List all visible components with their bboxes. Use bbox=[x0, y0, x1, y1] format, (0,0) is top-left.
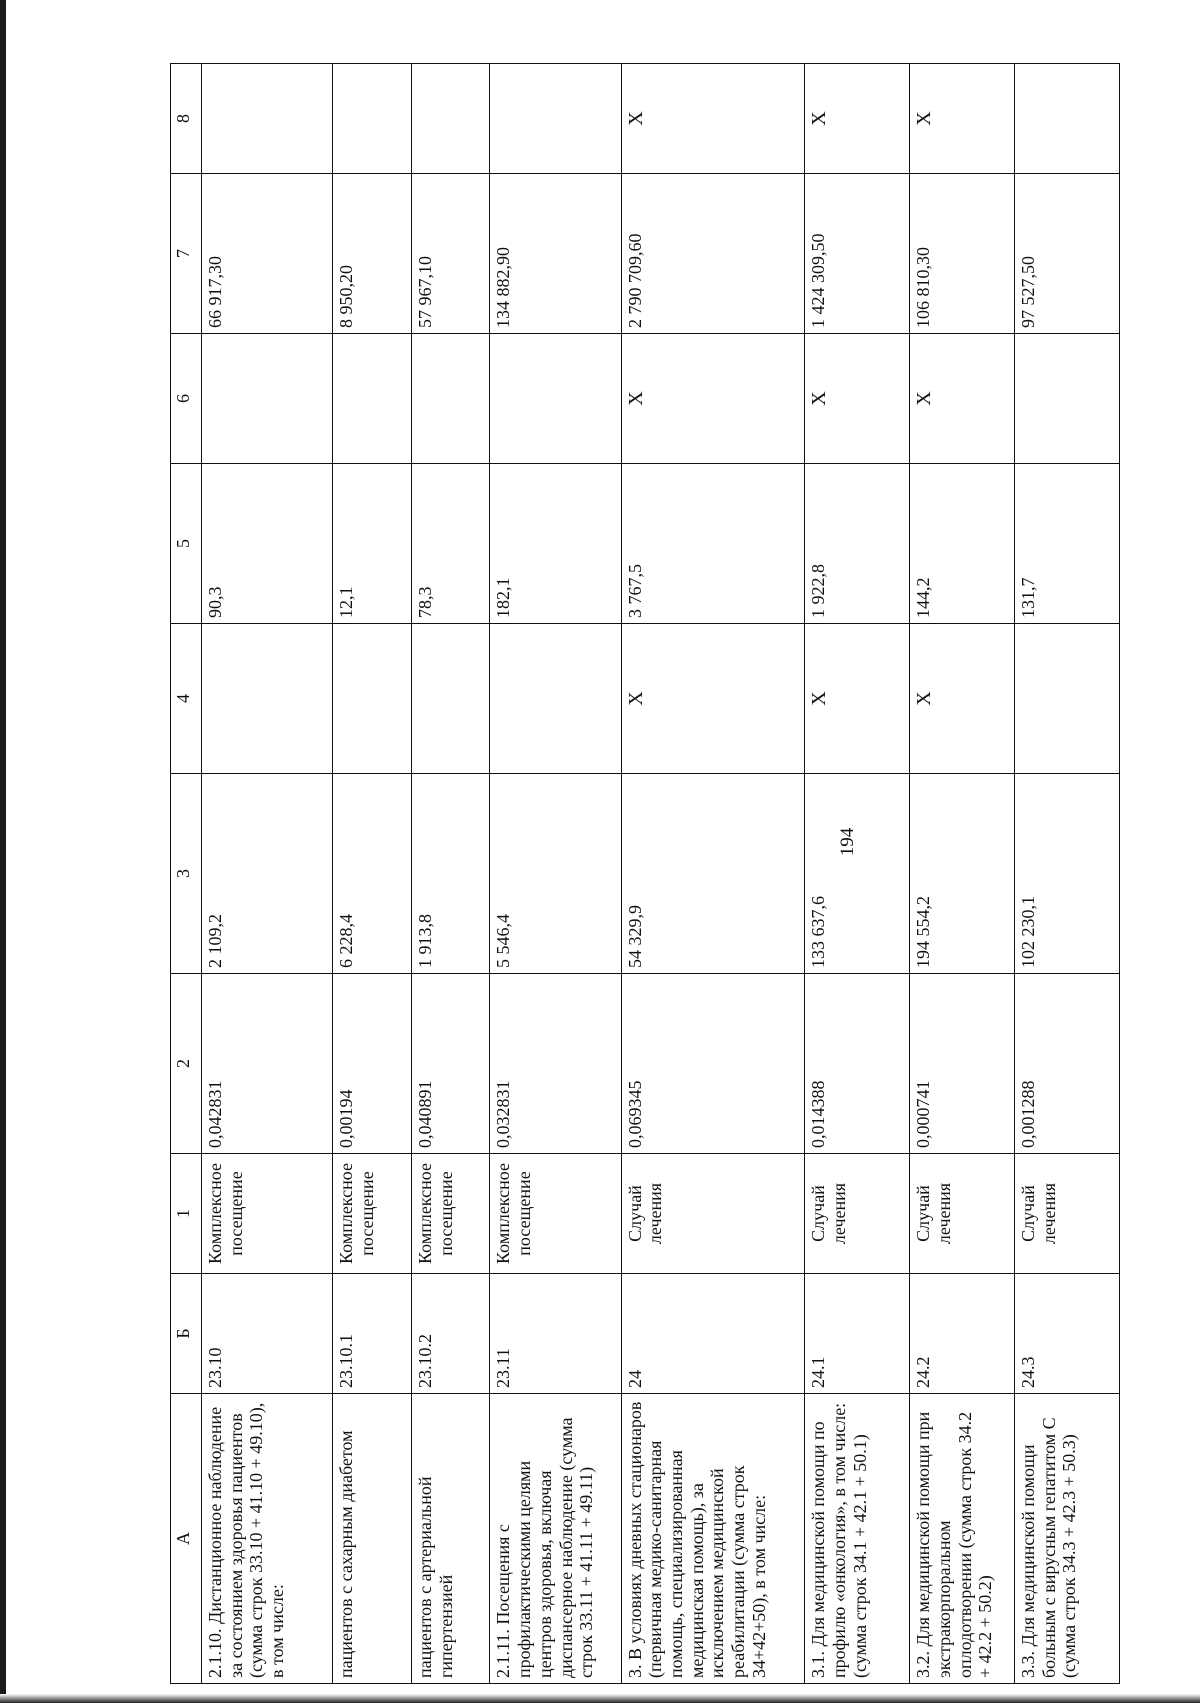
value-cell: 134 882,90 bbox=[490, 174, 621, 334]
value-cell bbox=[1015, 624, 1120, 774]
value-cell bbox=[1015, 334, 1120, 464]
value-cell bbox=[411, 64, 490, 174]
value-cell: X bbox=[621, 624, 805, 774]
value-cell: 102 230,1 bbox=[1015, 774, 1120, 974]
value-cell: X bbox=[805, 334, 910, 464]
value-cell: X bbox=[621, 64, 805, 174]
row-label: 2.1.10. Дистанционное наблюдение за состоянием здоровья пациентов (сумма строк 33.10 + 41.10 + 49.10), в том числе: bbox=[202, 1394, 333, 1684]
table-row bbox=[333, 64, 412, 1684]
row-code: 24 bbox=[621, 1274, 805, 1394]
value-cell: 0,00194 bbox=[333, 974, 412, 1154]
value-cell: 0,042831 bbox=[202, 974, 333, 1154]
value-cell: 66 917,30 bbox=[202, 174, 333, 334]
value-cell: 0,014388 bbox=[805, 974, 910, 1154]
table-row bbox=[805, 64, 910, 1684]
row-code: 23.11 bbox=[490, 1274, 621, 1394]
value-cell: 0,001288 bbox=[1015, 974, 1120, 1154]
rotated-table-wrapper bbox=[170, 64, 1120, 1684]
page-number: 194 bbox=[837, 827, 858, 857]
value-cell: 1 913,8 bbox=[411, 774, 490, 974]
value-cell bbox=[490, 624, 621, 774]
row-label: 2.1.11. Посещения с профилактическими целями центров здоровья, включая диспансерное наблюдение (сумма строк 33.11 + 41.11 + 49.11) bbox=[490, 1394, 621, 1684]
value-cell: 3 767,5 bbox=[621, 464, 805, 624]
unit-cell: Случай лечения bbox=[910, 1154, 1015, 1274]
value-cell bbox=[202, 624, 333, 774]
value-cell bbox=[202, 64, 333, 174]
value-cell bbox=[411, 334, 490, 464]
unit-cell: Случай лечения bbox=[621, 1154, 805, 1274]
table-row bbox=[621, 64, 805, 1684]
value-cell: 1 922,8 bbox=[805, 464, 910, 624]
header-cell: 1 bbox=[171, 1154, 202, 1274]
value-cell: 97 527,50 bbox=[1015, 174, 1120, 334]
value-cell: 194 554,2 bbox=[910, 774, 1015, 974]
header-cell: А bbox=[171, 1394, 202, 1684]
value-cell bbox=[333, 334, 412, 464]
table-area bbox=[170, 64, 1120, 1684]
value-cell bbox=[411, 624, 490, 774]
row-label: пациентов с сахарным диабетом bbox=[333, 1394, 412, 1684]
value-cell: 0,069345 bbox=[621, 974, 805, 1154]
value-cell bbox=[1015, 64, 1120, 174]
unit-cell: Случай лечения bbox=[1015, 1154, 1120, 1274]
row-label: пациентов с артериальной гипертензией bbox=[411, 1394, 490, 1684]
value-cell: 12,1 bbox=[333, 464, 412, 624]
value-cell: 78,3 bbox=[411, 464, 490, 624]
value-cell: 144,2 bbox=[910, 464, 1015, 624]
row-code: 23.10.1 bbox=[333, 1274, 412, 1394]
value-cell: 1 424 309,50 bbox=[805, 174, 910, 334]
value-cell: 0,040891 bbox=[411, 974, 490, 1154]
row-code: 23.10.2 bbox=[411, 1274, 490, 1394]
row-label: 3.1. Для медицинской помощи по профилю «онкология», в том числе: (сумма строк 34.1 + 42.1 + 50.1) bbox=[805, 1394, 910, 1684]
header-cell: 5 bbox=[171, 464, 202, 624]
value-cell: X bbox=[805, 624, 910, 774]
value-cell bbox=[490, 334, 621, 464]
header-cell: 6 bbox=[171, 334, 202, 464]
table-row bbox=[490, 64, 621, 1684]
value-cell: X bbox=[621, 334, 805, 464]
value-cell: 2 109,2 bbox=[202, 774, 333, 974]
value-cell: 106 810,30 bbox=[910, 174, 1015, 334]
scan-border-left bbox=[0, 0, 6, 1703]
row-label: 3.3. Для медицинской помощи больным с вирусным гепатитом С (сумма строк 34.3 + 42.3 + 50.3) bbox=[1015, 1394, 1120, 1684]
value-cell: 182,1 bbox=[490, 464, 621, 624]
header-row bbox=[171, 64, 202, 1684]
value-cell bbox=[333, 64, 412, 174]
header-cell: Б bbox=[171, 1274, 202, 1394]
value-cell: 2 790 709,60 bbox=[621, 174, 805, 334]
value-cell bbox=[490, 64, 621, 174]
header-cell: 4 bbox=[171, 624, 202, 774]
row-label: 3.2. Для медицинской помощи при экстракорпоральном оплодотворении (сумма строк 34.2 + 42.2 + 50.2) bbox=[910, 1394, 1015, 1684]
value-cell: 57 967,10 bbox=[411, 174, 490, 334]
value-cell: 131,7 bbox=[1015, 464, 1120, 624]
unit-cell: Комплексное посещение bbox=[490, 1154, 621, 1274]
header-cell: 7 bbox=[171, 174, 202, 334]
value-cell: 54 329,9 bbox=[621, 774, 805, 974]
value-cell: 6 228,4 bbox=[333, 774, 412, 974]
value-cell: 8 950,20 bbox=[333, 174, 412, 334]
table-row bbox=[411, 64, 490, 1684]
value-cell: X bbox=[805, 64, 910, 174]
header-cell: 2 bbox=[171, 974, 202, 1154]
table-row bbox=[202, 64, 333, 1684]
value-cell bbox=[202, 334, 333, 464]
value-cell: 5 546,4 bbox=[490, 774, 621, 974]
value-cell: X bbox=[910, 334, 1015, 464]
value-cell: 133 637,6 bbox=[805, 774, 910, 974]
row-code: 24.2 bbox=[910, 1274, 1015, 1394]
value-cell: 90,3 bbox=[202, 464, 333, 624]
value-cell: X bbox=[910, 624, 1015, 774]
value-cell: 0,032831 bbox=[490, 974, 621, 1154]
header-cell: 8 bbox=[171, 64, 202, 174]
header-cell: 3 bbox=[171, 774, 202, 974]
value-cell bbox=[333, 624, 412, 774]
row-label: 3. В условиях дневных стационаров (первичная медико-санитарная помощь, специализированная медицинская помощь), за исключением медицинской реабилитации (сумма строк 34+42+50), в том числе: bbox=[621, 1394, 805, 1684]
unit-cell: Случай лечения bbox=[805, 1154, 910, 1274]
unit-cell: Комплексное посещение bbox=[411, 1154, 490, 1274]
table-row bbox=[1015, 64, 1120, 1684]
value-cell: 0,000741 bbox=[910, 974, 1015, 1154]
data-table bbox=[170, 63, 1120, 1684]
row-code: 24.1 bbox=[805, 1274, 910, 1394]
value-cell: X bbox=[910, 64, 1015, 174]
row-code: 24.3 bbox=[1015, 1274, 1120, 1394]
unit-cell: Комплексное посещение bbox=[202, 1154, 333, 1274]
table-row bbox=[910, 64, 1015, 1684]
scan-border-bottom bbox=[0, 1694, 1200, 1703]
unit-cell: Комплексное посещение bbox=[333, 1154, 412, 1274]
row-code: 23.10 bbox=[202, 1274, 333, 1394]
